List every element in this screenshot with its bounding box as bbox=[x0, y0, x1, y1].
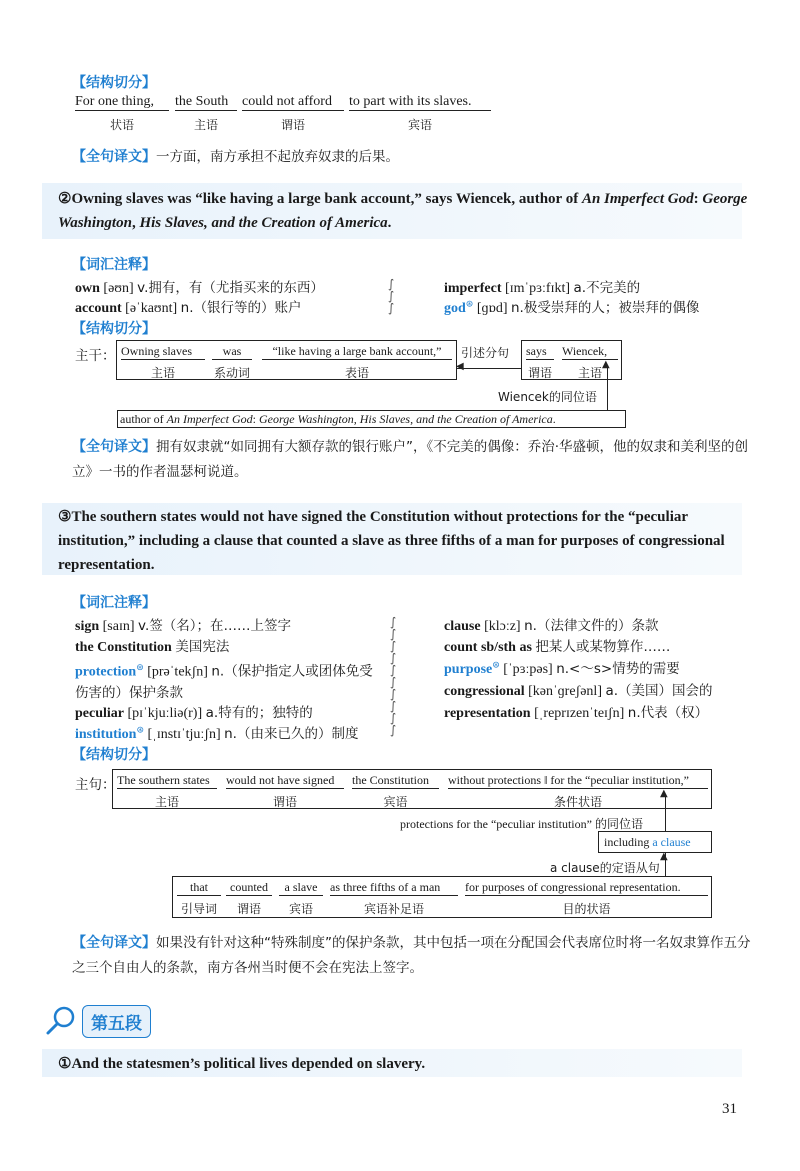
s0-part: could not afford bbox=[242, 94, 344, 111]
s0-translation-text: 一方面，南方承担不起放弃奴隶的后果。 bbox=[156, 149, 399, 165]
s3-sub-part: counted bbox=[226, 880, 272, 896]
s2-part: says bbox=[526, 344, 554, 360]
vocab-entry: imperfect [ɪmˈpɜːfɪkt] a.不完美的 bbox=[444, 280, 641, 296]
vocab-entry: purpose⊛ [ˈpɜːpəs] n.<～s>情势的需要 bbox=[444, 659, 680, 677]
s3-part: The southern states bbox=[117, 773, 217, 789]
s2-part: was bbox=[212, 344, 252, 360]
structure-tag: 【结构切分】 bbox=[72, 321, 156, 337]
s2-role: 系动词 bbox=[213, 366, 250, 380]
sentence-number: ② bbox=[58, 191, 72, 207]
s2-translation-text: 拥有奴隶就“如同拥有大额存款的银行账户”，《不完美的偶像：乔治·华盛顿，他的奴隶和美利坚的创立》一书的作者温瑟柯说道。 bbox=[72, 439, 749, 480]
arrow-line bbox=[457, 368, 521, 369]
vocab-entry: institution⊛ [ˌɪnstɪˈtjuːʃn] n.（由来已久的）制度 bbox=[75, 724, 359, 742]
s3-translation bbox=[72, 930, 752, 980]
s3-sub-part: for purposes of congressional representation. bbox=[465, 880, 708, 896]
s0-role: 主语 bbox=[193, 118, 218, 132]
s2-translation bbox=[72, 434, 752, 484]
page-number: 31 bbox=[722, 1101, 737, 1117]
arrow-line bbox=[665, 795, 666, 831]
structure-tag: 【结构切分】 bbox=[72, 747, 156, 763]
vocab-entry: the Constitution 美国宪法 bbox=[75, 639, 230, 655]
s2-part: Owning slaves bbox=[121, 344, 205, 360]
sentence-number: ① bbox=[58, 1056, 72, 1072]
s3-sub-role: 宾语 bbox=[288, 902, 313, 916]
vocab-entry: sign [saɪn] v.签（名）；在……上签字 bbox=[75, 618, 291, 634]
s3-sub-role: 宾语补足语 bbox=[363, 902, 424, 916]
translation-tag: 【全句译文】 bbox=[72, 149, 156, 165]
s3-sub-part: a slave bbox=[279, 880, 323, 896]
s2-role: 表语 bbox=[344, 366, 369, 380]
s3-sub-part: that bbox=[177, 880, 221, 896]
vocab-entry: clause [klɔːz] n.（法律文件的）条款 bbox=[444, 618, 659, 634]
translation-tag: 【全句译文】 bbox=[72, 935, 156, 951]
including-text: including a clause bbox=[604, 835, 691, 849]
s3-sub-role: 引导词 bbox=[180, 902, 217, 916]
arrow-up-icon: ▲ bbox=[660, 788, 668, 799]
sentence-3: ③The southern states would not have signed the Constitution without protections for the “peculiar institution,” including a clause that counted a slave as three fifths of a man for purposes of congressional representation. bbox=[58, 509, 725, 573]
vocab-entry: account [əˈkaʊnt] n.（银行等的）账户 bbox=[75, 300, 302, 316]
s3-sub-part: as three fifths of a man bbox=[330, 880, 458, 896]
s0-part: For one thing, bbox=[75, 94, 169, 111]
vocab-entry: congressional [kənˈɡreʃənl] a.（美国）国会的 bbox=[444, 683, 713, 699]
appositive-note: Wiencek的同位语 bbox=[498, 390, 597, 404]
vocab-entry: god⊛ [ɡɒd] n.极受崇拜的人；被崇拜的偶像 bbox=[444, 298, 700, 316]
main-label: 主干： bbox=[75, 348, 116, 364]
s0-role: 宾语 bbox=[407, 118, 432, 132]
s2-role: 主语 bbox=[577, 366, 602, 380]
structure-tag: 【结构切分】 bbox=[72, 75, 156, 91]
section-title: 第五段 bbox=[82, 1005, 151, 1038]
vocab-tag: 【词汇注释】 bbox=[72, 257, 156, 273]
appositive-note: protections for the “peculiar institution” 的同位语 bbox=[400, 817, 643, 831]
s3-role: 谓语 bbox=[272, 795, 297, 809]
sentence-2: ②Owning slaves was “like having a large bank account,” says Wiencek, author of An Imperfect God: George Washington, His Slaves, and the Creation of America. bbox=[58, 191, 748, 231]
vocab-entry: representation [ˌreprɪzenˈteɪʃn] n.代表（权） bbox=[444, 705, 709, 721]
circled-sup-icon: ⊛ bbox=[136, 724, 145, 735]
s3-role: 主语 bbox=[154, 795, 179, 809]
magnifier-icon bbox=[44, 1004, 78, 1038]
quote-clause-label: 引述分句 bbox=[461, 346, 510, 360]
arrow-left-icon: ◀ bbox=[456, 361, 464, 372]
s0-role: 状语 bbox=[109, 118, 134, 132]
s3-part: the Constitution bbox=[352, 773, 439, 789]
s3-sub-role: 目的状语 bbox=[562, 902, 611, 916]
arrow-line bbox=[607, 366, 608, 410]
s0-translation bbox=[72, 145, 399, 166]
arrow-up-icon: ▲ bbox=[602, 359, 610, 370]
s0-part: the South bbox=[175, 94, 237, 111]
vocab-tag: 【词汇注释】 bbox=[72, 595, 156, 611]
s3-role: 宾语 bbox=[383, 795, 408, 809]
vocab-entry: own [əʊn] v.拥有，有（尤指买来的东西） bbox=[75, 280, 324, 296]
s2-role: 谓语 bbox=[527, 366, 552, 380]
s3-role: 条件状语 bbox=[553, 795, 602, 809]
s2-part: Wiencek, bbox=[562, 344, 618, 360]
s3-part: without protections ‖ for the “peculiar institution,” bbox=[448, 773, 708, 789]
vocab-entry: count sb/sth as 把某人或某物算作…… bbox=[444, 639, 671, 655]
vocab-entry: protection⊛ [prəˈtekʃn] n.（保护指定人或团体免受伤害的）保护条款 bbox=[75, 662, 373, 701]
s3-sub-role: 谓语 bbox=[236, 902, 261, 916]
s3-translation-text: 如果没有针对这种“特殊制度”的保护条款，其中包括一项在分配国会代表席位时将一名奴隶算作五分之三个自由人的条款，南方各州当时便不会在宪法上签字。 bbox=[72, 935, 751, 976]
divider-wave: ∫ ∫ ∫ bbox=[388, 277, 395, 315]
circled-sup-icon: ⊛ bbox=[492, 659, 500, 670]
s0-part: to part with its slaves. bbox=[349, 94, 491, 111]
s0-role: 谓语 bbox=[280, 118, 305, 132]
circled-sup-icon: ⊛ bbox=[465, 298, 474, 309]
translation-tag: 【全句译文】 bbox=[72, 439, 156, 455]
sentence-5-1: ①And the statesmen’s political lives depended on slavery. bbox=[58, 1056, 426, 1072]
s2-role: 主语 bbox=[150, 366, 175, 380]
circled-sup-icon: ⊛ bbox=[136, 662, 144, 672]
vocab-entry: peculiar [pɪˈkjuːliə(r)] a.特有的；独特的 bbox=[75, 705, 313, 721]
sentence-number: ③ bbox=[58, 509, 72, 525]
attr-clause-note: a clause的定语从句 bbox=[550, 861, 660, 875]
appositive-text: author of An Imperfect God: George Washington, His Slaves, and the Creation of America. bbox=[120, 412, 556, 426]
main-label: 主句： bbox=[75, 777, 116, 793]
s3-part: would not have signed bbox=[226, 773, 344, 789]
arrow-up-icon: ▲ bbox=[660, 851, 668, 862]
s2-part: “like having a large bank account,” bbox=[262, 344, 452, 360]
divider-wave: ∫ ∫ ∫ ∫ ∫ ∫ ∫ ∫ ∫ ∫ bbox=[390, 615, 397, 737]
